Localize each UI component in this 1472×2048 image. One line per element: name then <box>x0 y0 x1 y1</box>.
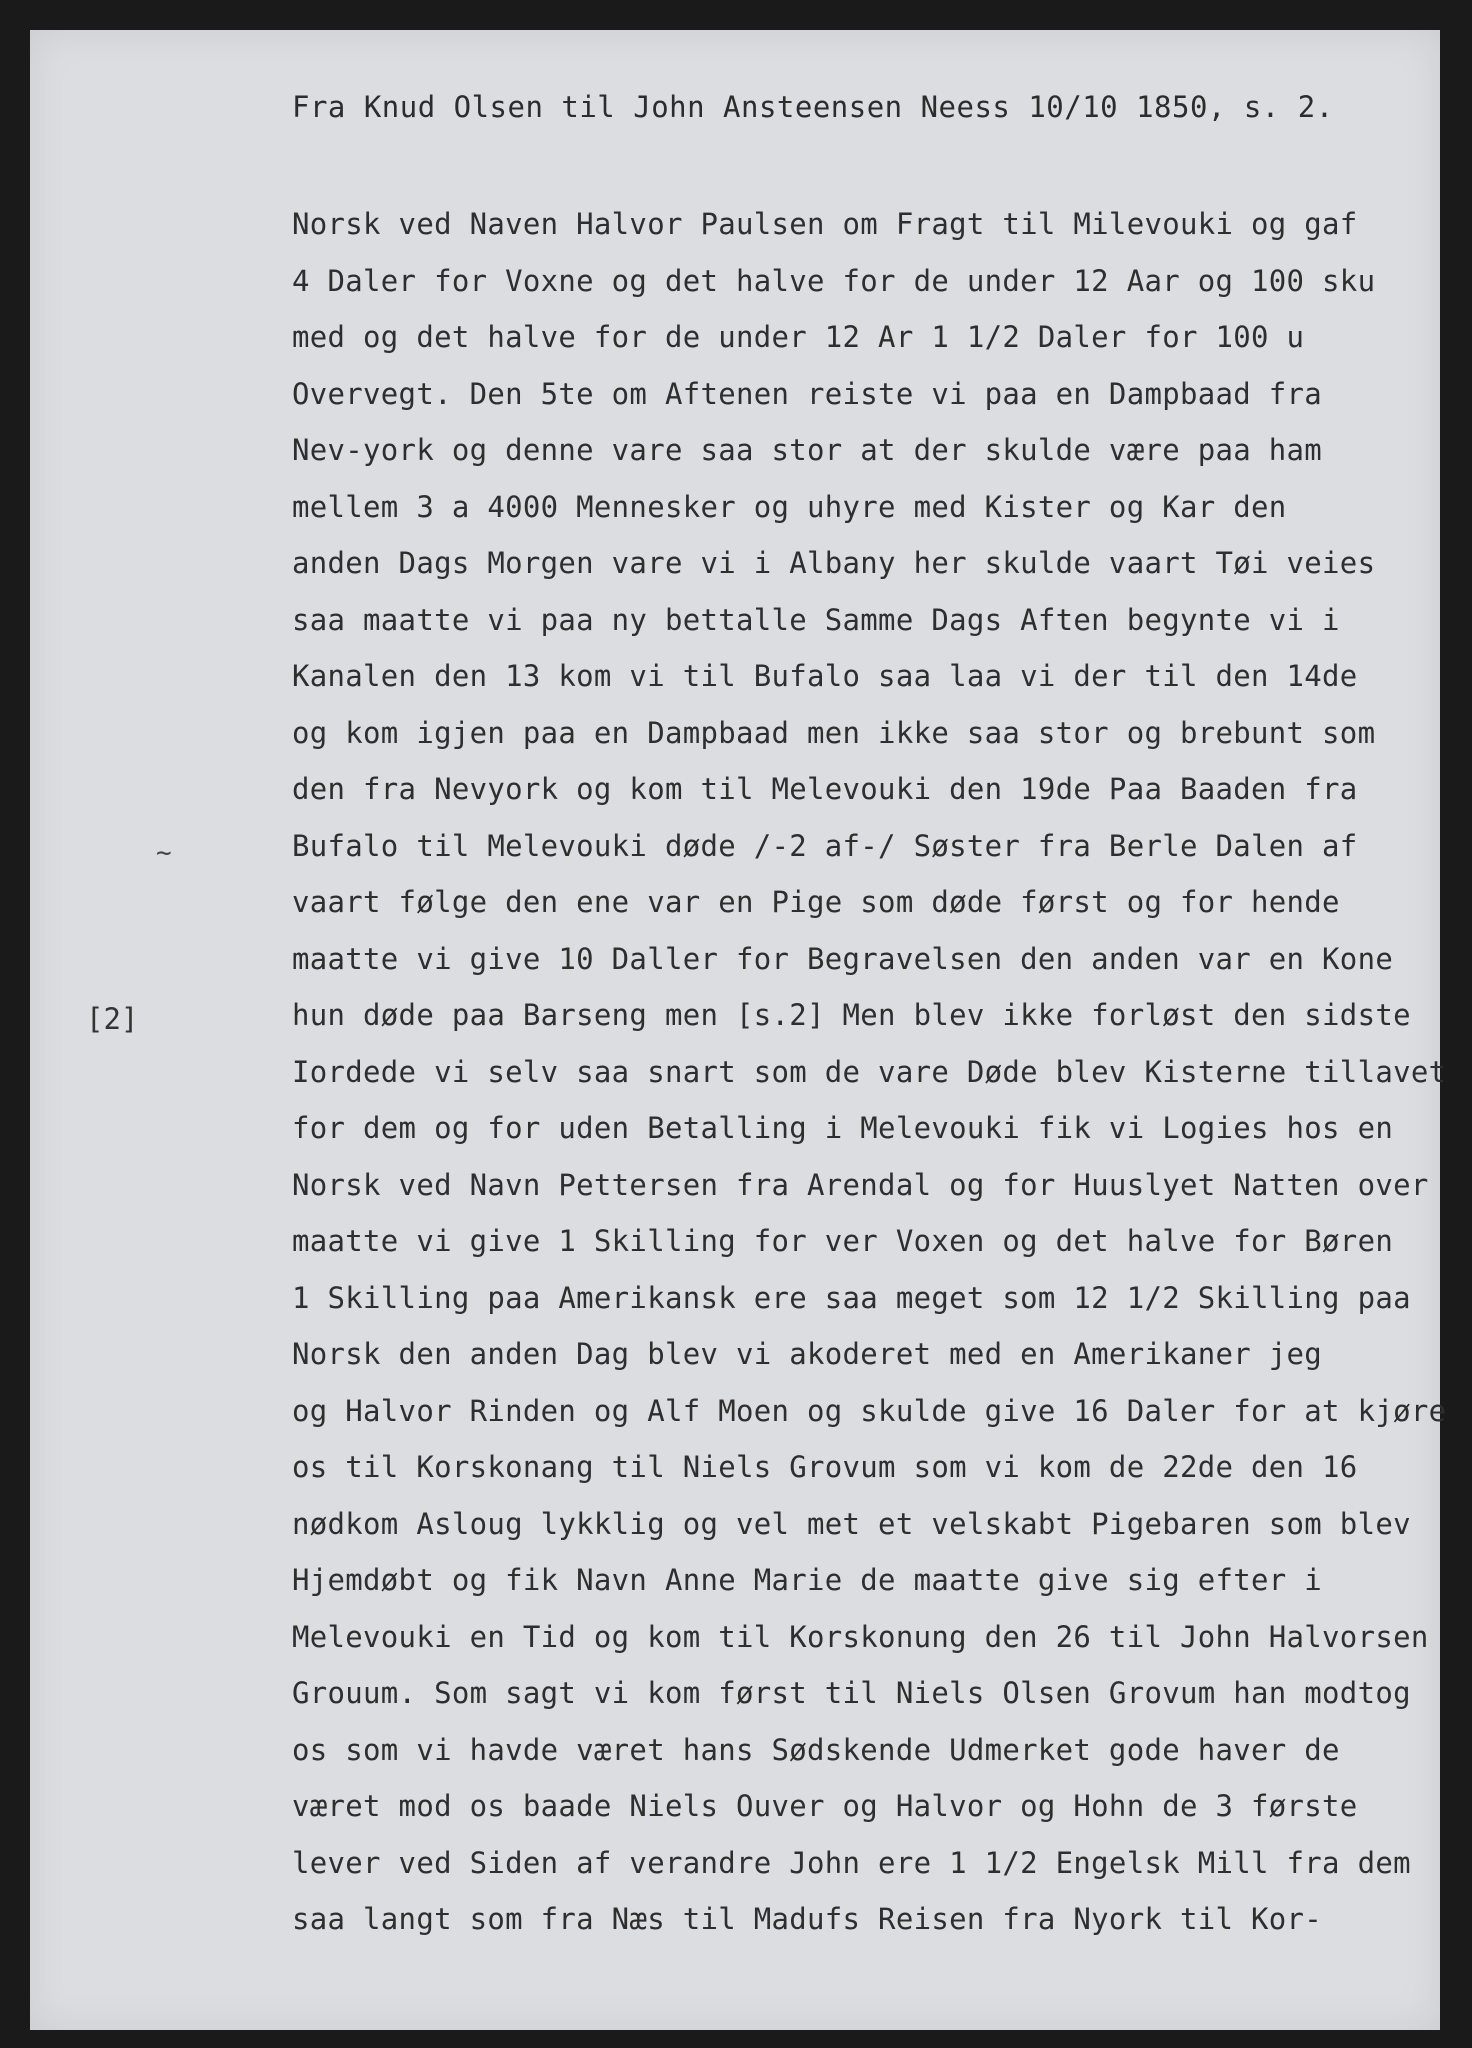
text-line: maatte vi give 10 Daller for Begravelsen den anden var en Kone <box>292 941 1394 976</box>
text-line: Melevouki en Tid og kom til Korskonung den 26 til John Halvorsen <box>292 1619 1429 1654</box>
text-line: os til Korskonang til Niels Grovum som vi kom de 22de den 16 <box>292 1450 1358 1484</box>
text-line: Norsk ved Naven Halvor Paulsen om Fragt til Milevouki og gaf <box>292 207 1358 241</box>
text-line: Grouum. Som sagt vi kom først til Niels Olsen Grovum han modtog <box>292 1676 1411 1710</box>
text-line: været mod os baade Niels Ouver og Halvor og Hohn de 3 første <box>292 1789 1358 1823</box>
text-line: Kanalen den 13 kom vi til Bufalo saa laa vi der til den 14de <box>292 659 1358 693</box>
margin-page-note: [2] <box>86 1002 139 1036</box>
text-line: mellem 3 a 4000 Mennesker og uhyre med Kister og Kar den <box>292 489 1287 524</box>
text-line: og kom igjen paa en Dampbaad men ikke saa stor og brebunt som <box>292 715 1376 750</box>
text-line: 1 Skilling paa Amerikansk ere saa meget som 12 1/2 Skilling paa <box>292 1280 1411 1315</box>
text-line: 4 Daler for Voxne og det halve for de under 12 Aar og 100 sku <box>292 263 1376 298</box>
text-line: den fra Nevyork og kom til Melevouki den 19de Paa Baaden fra <box>292 772 1358 806</box>
text-line: Overvegt. Den 5te om Aftenen reiste vi paa en Dampbaad fra <box>292 376 1323 411</box>
text-line: Iordede vi selv saa snart som de vare Døde blev Kisterne tillavet <box>292 1054 1447 1089</box>
document-page <box>30 30 1447 2030</box>
text-line: vaart følge den ene var en Pige som døde først og for hende <box>292 885 1340 919</box>
page-title: Fra Knud Olsen til John Ansteensen Neess 10/10 1850, s. 2. <box>292 90 1334 124</box>
text-line: Hjemdøbt og fik Navn Anne Marie de maatte give sig efter i <box>292 1563 1323 1597</box>
text-line: og Halvor Rinden og Alf Moen og skulde give 16 Daler for at kjøre <box>292 1393 1447 1428</box>
text-line: maatte vi give 1 Skilling for ver Voxen og det halve for Børen <box>292 1224 1394 1258</box>
text-line: Bufalo til Melevouki døde /-2 af-/ Søster fra Berle Dalen af <box>292 828 1358 863</box>
text-line: Nev-york og denne vare saa stor at der skulde være paa ham <box>292 433 1323 467</box>
text-line: hun døde paa Barseng men [s.2] Men blev ikke forløst den sidste <box>292 998 1411 1032</box>
text-line: anden Dags Morgen vare vi i Albany her skulde vaart Tøi veies <box>292 546 1376 580</box>
margin-mark: ~ <box>156 838 172 868</box>
text-line: Norsk ved Navn Pettersen fra Arendal og for Huuslyet Natten over <box>292 1167 1429 1202</box>
text-line: for dem og for uden Betalling i Melevouki fik vi Logies hos en <box>292 1111 1394 1145</box>
text-line: nødkom Asloug lykklig og vel met et velskabt Pigebaren som blev <box>292 1506 1411 1541</box>
text-line: saa maatte vi paa ny bettalle Samme Dags Aften begynte vi i <box>292 602 1340 637</box>
text-line: saa langt som fra Næs til Madufs Reisen fra Nyork til Kor- <box>292 1902 1323 1936</box>
text-line: Norsk den anden Dag blev vi akoderet med en Amerikaner jeg <box>292 1337 1323 1371</box>
letter-body <box>292 196 1447 1948</box>
text-line: os som vi havde været hans Sødskende Udmerket gode haver de <box>292 1732 1340 1767</box>
text-line: med og det halve for de under 12 Ar 1 1/2 Daler for 100 u <box>292 320 1305 354</box>
text-line: lever ved Siden af verandre John ere 1 1/2 Engelsk Mill fra dem <box>292 1845 1411 1880</box>
